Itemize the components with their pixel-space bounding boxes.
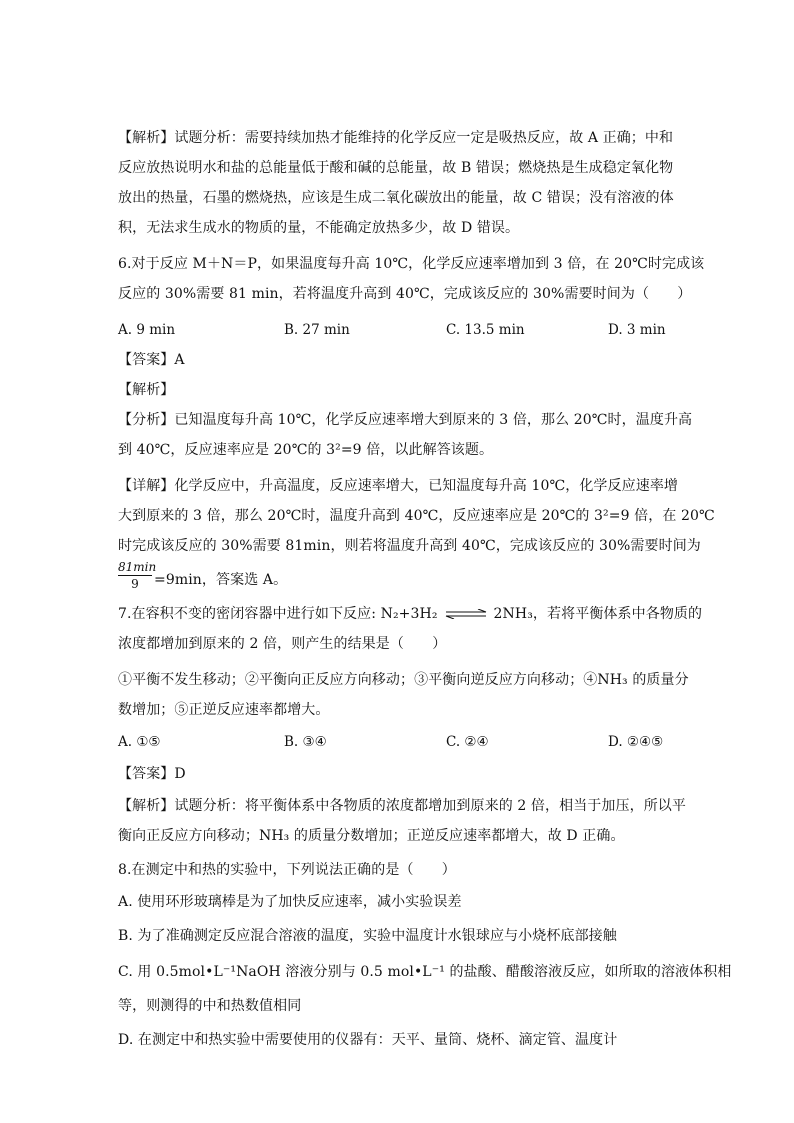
fraction-bar [118, 575, 152, 576]
q8-option-d: D. 在测定中和热实验中需要使用的仪器有：天平、量筒、烧杯、滴定管、温度计 [118, 1032, 618, 1048]
q7-answer: 【答案】D [118, 766, 186, 782]
reversible-arrow-icon [444, 609, 488, 619]
q7-stem-products: 2NH₃，若将平衡体系中各物质的 [493, 606, 703, 622]
q8-option-b: B. 为了准确测定反应混合溶液的温度，实验中温度计水银球应与小烧杯底部接触 [118, 928, 617, 944]
q6-analysis-line-1: 【分析】已知温度每升高 10℃，化学反应速率增大到原来的 3 倍，那么 20℃时，温度升高 [118, 412, 693, 428]
q6-option-c: C. 13.5 min [446, 322, 525, 338]
q7-stem-reactants: 7.在容积不变的密闭容器中进行如下反应: N₂+3H₂ [118, 606, 438, 622]
q6-detail-line-2: 大到原来的 3 倍，那么 20℃时，温度升高到 40℃，反应速率应是 20℃的 3²=9 倍，在 20℃ [118, 508, 715, 524]
q6-stem-line-2: 反应的 30%需要 81 min，若将温度升高到 40℃，完成该反应的 30%需要时间为（ ） [118, 286, 692, 302]
q7-option-b: B. ③④ [284, 734, 327, 750]
q5-analysis-line-1: 【解析】试题分析：需要持续加热才能维持的化学反应一定是吸热反应，故 A 正确；中和 [118, 130, 674, 146]
q5-analysis-line-3: 放出的热量，石墨的燃烧热，应该是生成二氧化碳放出的能量，故 C 错误；没有溶液的体 [118, 190, 674, 206]
q7-stem-line-1 [118, 604, 703, 624]
fraction-numerator: 81min [118, 560, 157, 574]
fraction-81min-over-9 [118, 560, 157, 591]
q6-option-a: A. 9 min [118, 322, 176, 338]
q7-statements-line-1: ①平衡不发生移动；②平衡向正反应方向移动；③平衡向逆反应方向移动；④NH₃ 的质量分 [118, 672, 689, 688]
q6-option-b: B. 27 min [284, 322, 350, 338]
q7-stem-line-2: 浓度都增加到原来的 2 倍，则产生的结果是（ ） [118, 636, 447, 652]
q6-stem-line-1: 6.对于反应 M＋N＝P，如果温度每升高 10℃，化学反应速率增加到 3 倍，在 20℃时完成该 [118, 256, 705, 272]
q7-option-c: C. ②④ [446, 734, 489, 750]
q8-option-a: A. 使用环形玻璃棒是为了加快反应速率，减小实验误差 [118, 894, 462, 910]
q8-stem: 8.在测定中和热的实验中，下列说法正确的是（ ） [118, 862, 456, 878]
q6-detail-line-3: 时完成该反应的 30%需要 81min，则若将温度升高到 40℃，完成该反应的 30%需要时间为 [118, 538, 701, 554]
q6-analysis-line-2: 到 40℃，反应速率应是 20℃的 3²=9 倍，以此解答该题。 [118, 442, 494, 458]
fraction-denominator: 9 [131, 577, 139, 591]
q7-statements-line-2: 数增加；⑤正逆反应速率都增大。 [118, 702, 330, 718]
q7-analysis-line-1: 【解析】试题分析：将平衡体系中各物质的浓度都增加到原来的 2 倍，相当于加压，所以平 [118, 798, 687, 814]
q6-answer: 【答案】A [118, 352, 185, 368]
q7-option-a: A. ①⑤ [118, 734, 161, 750]
q5-analysis-line-2: 反应放热说明水和盐的总能量低于酸和碱的总能量，故 B 错误；燃烧热是生成稳定氧化物 [118, 160, 674, 176]
q6-explanation-heading: 【解析】 [118, 382, 175, 398]
q7-option-d: D. ②④⑤ [608, 734, 664, 750]
q7-analysis-line-2: 衡向正反应方向移动；NH₃ 的质量分数增加；正逆反应速率都增大，故 D 正确。 [118, 828, 625, 844]
q8-option-c-line-1: C. 用 0.5mol•L⁻¹NaOH 溶液分别与 0.5 mol•L⁻¹ 的盐酸、醋酸溶液反应，如所取的溶液体积相 [118, 964, 732, 980]
q5-analysis-line-4: 积，无法求生成水的物质的量，不能确定放热多少，故 D 错误。 [118, 220, 520, 236]
q6-option-d: D. 3 min [608, 322, 666, 338]
q6-detail-line-4: =9min，答案选 A。 [154, 572, 288, 588]
q6-detail-line-1: 【详解】化学反应中，升高温度，反应速率增大，已知温度每升高 10℃，化学反应速率增 [118, 478, 679, 494]
q8-option-c-line-2: 等，则测得的中和热数值相同 [118, 998, 302, 1014]
